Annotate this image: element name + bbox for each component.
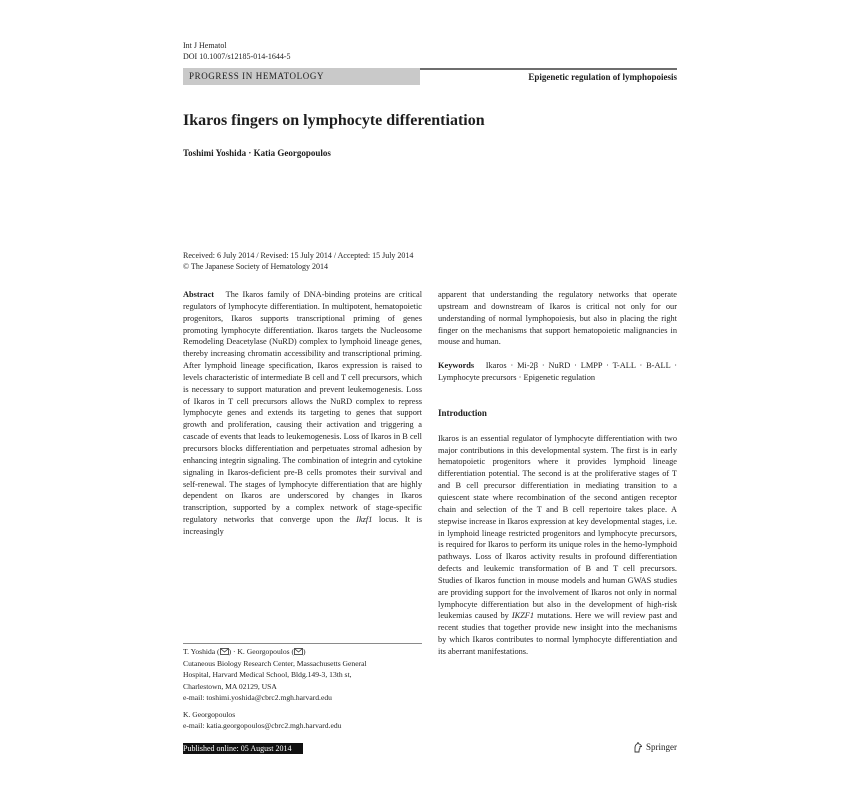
abstract-text-end: locus. It is increasingly [183, 515, 423, 536]
keywords-label: Keywords [438, 361, 475, 371]
email-georgopoulos[interactable]: e-mail: katia.georgopoulos@cbrc2.mgh.harvard.edu [183, 721, 342, 731]
copyright: © The Japanese Society of Hematology 2014 [183, 262, 329, 271]
abstract-text: The Ikaros family of DNA-binding proteins are critical regulators of lymphocyte differentiation. In multipotent, hematopoietic progenitors, Ikaros supports transcriptional priming of genes promoting lymphocyte differentiation. Ikaros targets the Nucleosome Remodeling Deacetylase (NuRD) complex to lymphoid lineage genes, thereby increasing chromatin accessibility and transcriptional priming. After lymphoid lineage specification, Ikaros expression is raised to levels characteristic of intermediate B cell and T cell precursors, which is necessary to support maturation and prevent leukemogenesis. Loss of Ikaros in T cell precursors allows the NuRD complex to repress lymphocyte genes and extends its targeting to genes that support growth and proliferation, causing their activation and triggering a cascade of events that leads to leukemogenesis. Loss of Ikaros in B cell precursors blocks differentiation and perpetuates stromal adhesion by enhancing integrin signaling. The combination of integrin and cytokine signaling in Ikaros-deficient pre-B cells promotes their survival and self-renewal. The stages of lymphocyte differentiation that are highly dependent on Ikaros are underscored by changes in Ikaros transcription, supported by a complex network of stage-specific regulatory networks that converge upon the [183, 290, 423, 525]
abstract [183, 289, 422, 538]
affiliation-line-1: Cutaneous Biology Research Center, Massachusetts General [183, 659, 367, 669]
journal-name: Int J Hematol [183, 41, 227, 50]
left-column [183, 289, 422, 538]
author-footnote [183, 646, 422, 731]
publisher-name: Springer [646, 742, 677, 752]
right-column [438, 289, 677, 658]
section-band: PROGRESS IN HEMATOLOGY [183, 68, 420, 85]
springer-horse-icon [633, 742, 643, 753]
publisher-logo [633, 741, 677, 753]
introduction-body: Ikaros is an essential regulator of lymphocyte differentiation with two major contributions in this developmental system. The first is in early hematopoietic progenitors where it provides lymphoid lineage differentiation potential. The second is at the proliferative stages of T and B cell precursor differentiation in mediating transition to a quiescent state where recombination of the second antigen receptor chain and selection of the T and B cell repertoire takes place. A stepwise increase in Ikaros expression at key developmental stages, i.e. in lymphoid lineage restricted progenitors and lymphocyte precursors, is required for Ikaros to perform its unique roles in the hemo-lymphoid pathways. Loss of Ikaros activity results in profound differentiation defects and leukemic transformation of B and T cell precursors. Studies of Ikaros function in mouse models and human GWAS studies are providing support for the involvement of Ikaros not only in normal lymphocyte differentiation but also in the development of high-risk leukemias caused by [438, 433, 677, 621]
article-dates [183, 250, 413, 272]
introduction-gene-term: IKZF1 [511, 611, 535, 621]
abstract-gene-term: Ikzf1 [356, 515, 373, 525]
footnote-name-2: K. Georgopoulos [183, 710, 236, 720]
doi: DOI 10.1007/s12185-014-1644-5 [183, 52, 291, 61]
article-authors: Toshimi Yoshida · Katia Georgopoulos [183, 148, 331, 158]
journal-meta [183, 40, 291, 62]
article-title: Ikaros fingers on lymphocyte differentiation [183, 112, 485, 129]
affiliation-line-3: Charlestown, MA 02129, USA [183, 681, 277, 691]
footnote-rule [183, 643, 422, 644]
section-topic: Epigenetic regulation of lymphopoiesis [528, 72, 677, 82]
introduction-heading: Introduction [438, 407, 487, 418]
published-online: Published online: 05 August 2014 [183, 743, 303, 754]
envelope-icon [294, 647, 303, 658]
footnote-authors-close: ) [303, 647, 306, 656]
envelope-icon [220, 647, 229, 658]
received-dates: Received: 6 July 2014 / Revised: 15 July 2014 / Accepted: 15 July 2014 [183, 251, 414, 260]
abstract-label: Abstract [183, 290, 215, 299]
footnote-author-1: T. Yoshida ( [183, 647, 220, 656]
keywords-text: Ikaros · Mi-2β · NuRD · LMPP · T-ALL · B-ALL · Lymphocyte precursors · Epigenetic regulation [438, 361, 678, 383]
header-rule [420, 68, 677, 70]
introduction-text [438, 433, 677, 658]
email-yoshida[interactable]: e-mail: toshimi.yoshida@cbrc2.mgh.harvard.edu [183, 692, 332, 702]
footnote-authors [183, 646, 422, 658]
affiliation-line-2: Hospital, Harvard Medical School, Bldg.149-3, 13th st, [183, 670, 352, 680]
abstract-continued: apparent that understanding the regulatory networks that operate upstream and downstream of Ikaros is critical not only for our understanding of normal lymphopoiesis, but also in placing the right finger on the mechanisms that support hematopoietic malignancies in mouse and human. [438, 290, 677, 347]
introduction-body-end: mutations. Here we will review past and recent studies that together provide new insight into the mechanisms by which Ikaros contributes to normal lymphocyte differentiation and its aberrant manifestations. [438, 611, 678, 656]
footnote-author-2: ) · K. Georgopoulos ( [228, 647, 295, 656]
keywords [438, 360, 677, 384]
